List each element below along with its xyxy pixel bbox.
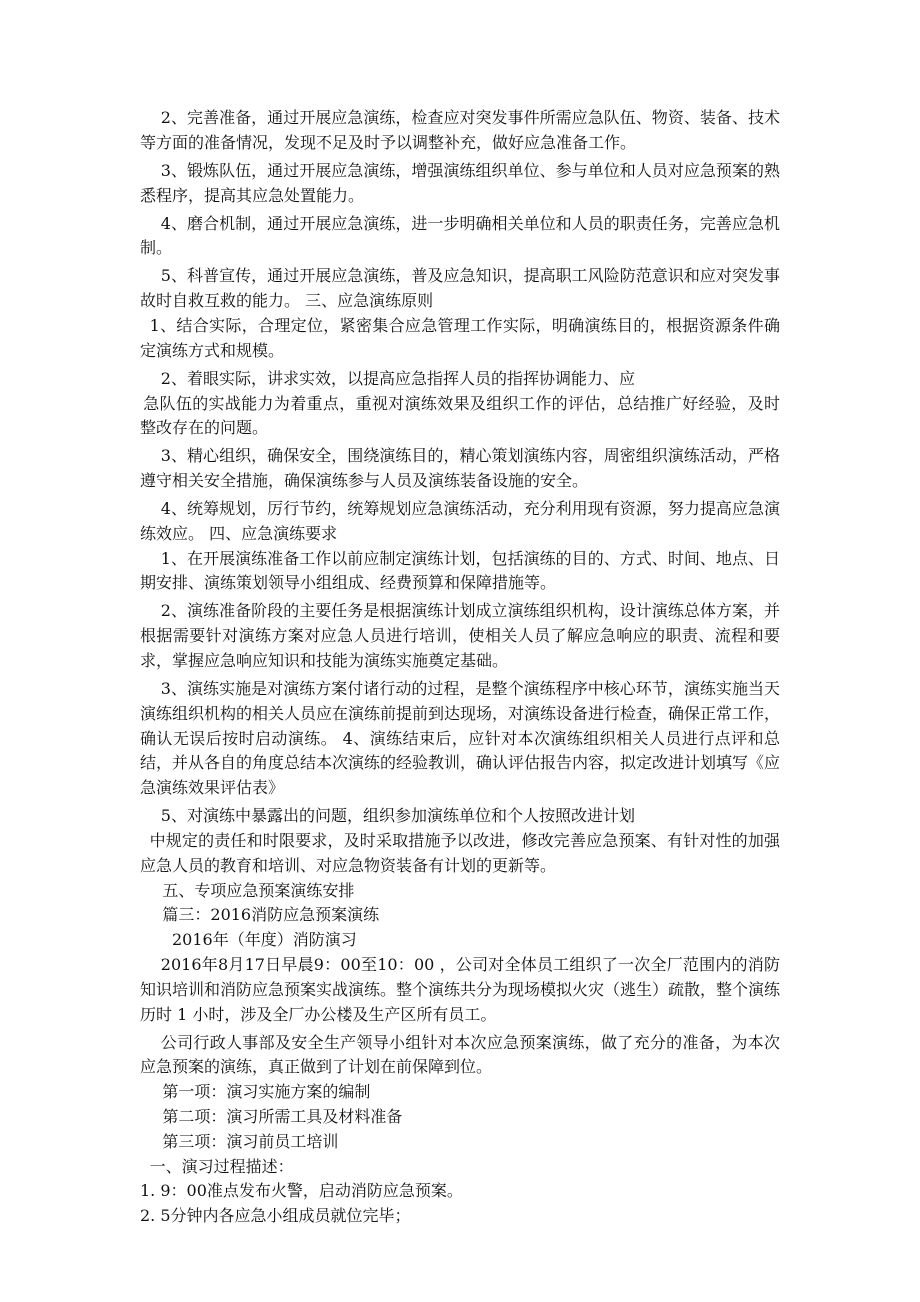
- paragraph: 2、完善准备，通过开展应急演练，检查应对突发事件所需应急队伍、物资、装备、技术等方面的准备情况，发现不足及时予以调整补充，做好应急准备工作。: [140, 108, 780, 152]
- section-heading: 2016年（年度）消防演习: [172, 930, 357, 950]
- paragraph: 公司行政人事部及安全生产领导小组针对本次应急预案演练，做了充分的准备，为本次应急预案的演练，真正做到了计划在前保障到位。: [140, 1032, 780, 1077]
- paragraph: 4、统筹规划，厉行节约，统筹规划应急演练活动，充分利用现有资源，努力提高应急演练效应。 四、应急演练要求: [140, 499, 780, 543]
- paragraph: 急队伍的实战能力为着重点，重视对演练效果及组织工作的评估，总结推广好经验，及时整改存在的问题。: [140, 393, 780, 438]
- list-item: 2. 5分钟内各应急小组成员就位完毕；: [140, 1206, 411, 1226]
- paragraph: 中规定的责任和时限要求，及时采取措施予以改进，修改完善应急预案、有针对性的加强应急人员的教育和培训、对应急物资装备有计划的更新等。: [140, 831, 780, 875]
- paragraph: 5、科普宣传，通过开展应急演练，普及应急知识，提高职工风险防范意识和应对突发事故时自救互救的能力。 三、应急演练原则: [140, 266, 780, 311]
- section-heading: 五、专项应急预案演练安排: [162, 880, 355, 900]
- list-item: 第一项：演习实施方案的编制: [162, 1082, 371, 1102]
- section-heading: 一、演习过程描述：: [149, 1156, 294, 1176]
- paragraph: 3、演练实施是对演练方案付诸行动的过程，是整个演练程序中核心环节，演练实施当天演练组织机构的相关人员应在演练前提前到达现场，对演练设备进行检查，确保正常工作，确认无误后按时启动演练。 4、演练结束后，应针对本次演练组织相关人员进行点评和总结，并从各自的角度总结本次演练的经验教训，确认评估报告内容，拟定改进计划填写《应急演练效果评估表》: [140, 679, 781, 798]
- list-item: 第三项：演习前员工培训: [162, 1131, 339, 1151]
- paragraph: 2、演练准备阶段的主要任务是根据演练计划成立演练组织机构，设计演练总体方案，并根据需要针对演练方案对应急人员进行培训，使相关人员了解应急响应的职责、流程和要求，掌握应急响应知识和技能为演练实施奠定基础。: [140, 601, 780, 671]
- document-body: [140, 106, 780, 1229]
- paragraph: 3、锻炼队伍，通过开展应急演练，增强演练组织单位、参与单位和人员对应急预案的熟悉程序，提高其应急处置能力。: [140, 160, 780, 205]
- list-item: 1. 9：00准点发布火警，启动消防应急预案。: [140, 1181, 463, 1201]
- paragraph: 5、对演练中暴露出的问题，组织参加演练单位和个人按照改进计划: [160, 806, 635, 826]
- list-item: 第二项：演习所需工具及材料准备: [162, 1106, 403, 1126]
- paragraph: 4、磨合机制，通过开展应急演练，进一步明确相关单位和人员的职责任务，完善应急机制。: [140, 213, 780, 258]
- paragraph: 2016年8月17日早晨9：00至10：00 ，公司对全体员工组织了一次全厂范围内的消防知识培训和消防应急预案实战演练。整个演练共分为现场模拟火灾（逃生）疏散，整个演练历时 1 小时，涉及全厂办公楼及生产区所有员工。: [140, 954, 781, 1024]
- section-heading: 篇三：2016消防应急预案演练: [162, 905, 380, 925]
- paragraph: 1、结合实际，合理定位，紧密集合应急管理工作实际，明确演练目的，根据资源条件确定演练方式和规模。: [140, 315, 780, 360]
- paragraph: 2、着眼实际，讲求实效，以提高应急指挥人员的指挥协调能力、应: [160, 368, 635, 388]
- paragraph: 3、精心组织，确保安全，围绕演练目的，精心策划演练内容，周密组织演练活动，严格遵守相关安全措施，确保演练参与人员及演练装备设施的安全。: [140, 446, 780, 491]
- paragraph: 1、在开展演练准备工作以前应制定演练计划，包括演练的目的、方式、时间、地点、日期安排、演练策划领导小组组成、经费预算和保障措施等。: [140, 548, 780, 593]
